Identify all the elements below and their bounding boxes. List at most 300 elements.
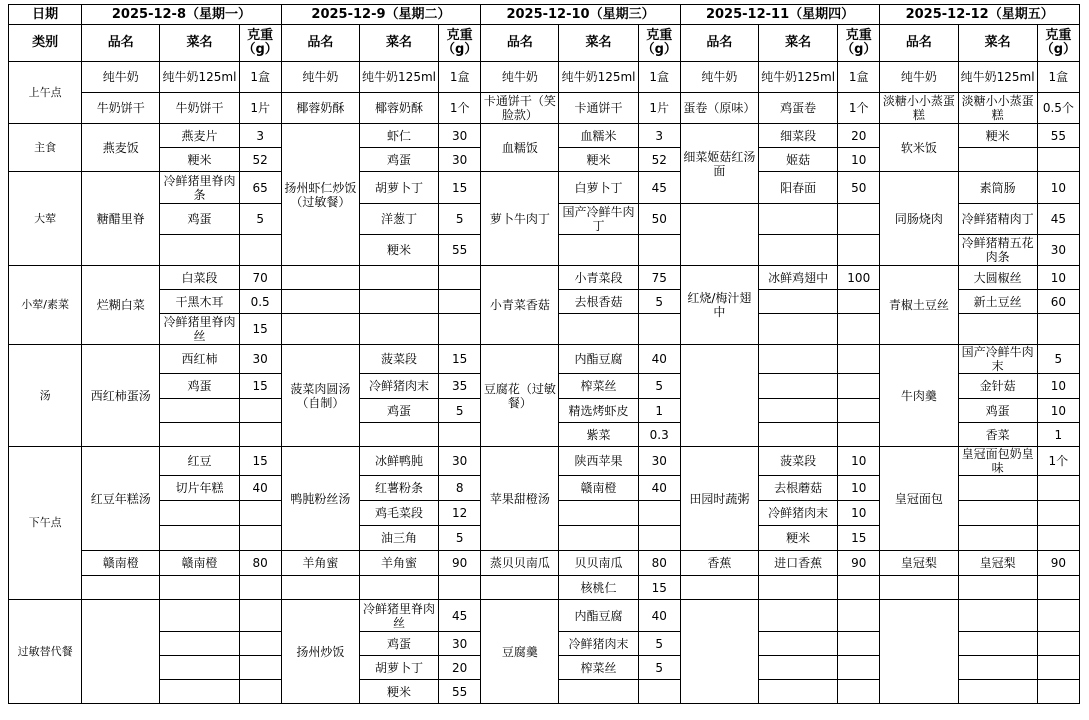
dish-name: 胡萝卜丁 xyxy=(359,656,438,680)
empty-cell xyxy=(239,656,281,680)
item-name: 红豆年糕汤 xyxy=(82,447,160,551)
weight: 75 xyxy=(638,266,680,290)
empty-cell xyxy=(958,600,1037,632)
dish-name: 冷鲜猪精五花肉条 xyxy=(958,235,1037,266)
empty-cell xyxy=(239,680,281,704)
dish-name: 赣南橙 xyxy=(160,551,239,576)
weight: 70 xyxy=(239,266,281,290)
weight: 15 xyxy=(239,447,281,476)
weight: 10 xyxy=(1037,266,1079,290)
empty-cell xyxy=(559,501,638,526)
dish-name: 卡通饼干 xyxy=(559,93,638,124)
item-name: 皇冠面包 xyxy=(880,447,958,551)
empty-cell xyxy=(758,600,837,632)
dish-name: 鸡蛋卷 xyxy=(758,93,837,124)
dish-name: 虾仁 xyxy=(359,124,438,148)
empty-cell xyxy=(160,423,239,447)
dish-name: 皇冠面包奶皇味 xyxy=(958,447,1037,476)
dish-name: 粳米 xyxy=(958,124,1037,148)
empty-cell xyxy=(838,423,880,447)
weight: 15 xyxy=(638,576,680,600)
dish-name: 鸡蛋 xyxy=(359,399,438,423)
dish-name: 粳米 xyxy=(758,526,837,551)
weight: 52 xyxy=(638,148,680,172)
dish-name: 洋葱丁 xyxy=(359,204,438,235)
empty-cell xyxy=(838,314,880,345)
weight: 1片 xyxy=(239,93,281,124)
empty-cell xyxy=(1037,680,1079,704)
empty-cell xyxy=(758,576,837,600)
col-dish-header: 菜名 xyxy=(758,25,837,62)
empty-cell xyxy=(160,235,239,266)
empty-cell xyxy=(758,399,837,423)
item-name: 淡糖小小蒸蛋糕 xyxy=(880,93,958,124)
weight: 15 xyxy=(838,526,880,551)
weight: 50 xyxy=(638,204,680,235)
item-name: 细菜姬菇红汤面 xyxy=(680,124,758,204)
weight: 20 xyxy=(439,656,481,680)
weight: 12 xyxy=(439,501,481,526)
weight: 10 xyxy=(1037,374,1079,399)
empty-cell xyxy=(1037,600,1079,632)
col-item-header: 品名 xyxy=(481,25,559,62)
item-name: 萝卜牛肉丁 xyxy=(481,172,559,266)
category-staple: 主食 xyxy=(9,124,82,172)
item-name: 烂糊白菜 xyxy=(82,266,160,345)
dish-name: 白菜段 xyxy=(160,266,239,290)
col-item-header: 品名 xyxy=(82,25,160,62)
dish-name: 去根蘑菇 xyxy=(758,476,837,501)
empty-cell xyxy=(838,374,880,399)
item-name: 豆腐羹 xyxy=(481,600,559,704)
weight: 1 xyxy=(638,399,680,423)
col-weight-header: 克重（g） xyxy=(439,25,481,62)
dish-name: 纯牛奶125ml xyxy=(559,62,638,93)
dish-name: 去根香菇 xyxy=(559,290,638,314)
empty-cell xyxy=(638,314,680,345)
dish-name: 陕西苹果 xyxy=(559,447,638,476)
dish-name: 皇冠梨 xyxy=(958,551,1037,576)
weight: 3 xyxy=(239,124,281,148)
empty-cell xyxy=(160,399,239,423)
category-label: 类别 xyxy=(9,25,82,62)
item-name: 田园时蔬粥 xyxy=(680,447,758,551)
item-name: 糖醋里脊 xyxy=(82,172,160,266)
dish-name: 精选烤虾皮 xyxy=(559,399,638,423)
weight: 5 xyxy=(638,374,680,399)
empty-cell xyxy=(160,526,239,551)
dish-name: 细菜段 xyxy=(758,124,837,148)
dish-name: 榨菜丝 xyxy=(559,656,638,680)
weight: 30 xyxy=(439,632,481,656)
dish-name: 粳米 xyxy=(559,148,638,172)
weight: 45 xyxy=(439,600,481,632)
weight: 20 xyxy=(838,124,880,148)
item-name: 香蕉 xyxy=(680,551,758,576)
col-item-header: 品名 xyxy=(880,25,958,62)
weight: 45 xyxy=(638,172,680,204)
weekly-menu-table xyxy=(8,4,1080,704)
weight: 30 xyxy=(638,447,680,476)
col-weight-header: 克重（g） xyxy=(638,25,680,62)
day-header-thu: 2025-12-11（星期四） xyxy=(680,5,880,25)
weight: 10 xyxy=(838,447,880,476)
weight: 1个 xyxy=(838,93,880,124)
empty-cell xyxy=(359,314,438,345)
weight: 1盒 xyxy=(239,62,281,93)
empty-cell xyxy=(838,656,880,680)
weight: 10 xyxy=(838,148,880,172)
empty-cell xyxy=(680,204,758,266)
col-dish-header: 菜名 xyxy=(958,25,1037,62)
empty-cell xyxy=(958,576,1037,600)
dish-name: 胡萝卜丁 xyxy=(359,172,438,204)
dish-name: 紫菜 xyxy=(559,423,638,447)
empty-cell xyxy=(160,501,239,526)
empty-cell xyxy=(1037,501,1079,526)
dish-name: 冰鲜鸭肫 xyxy=(359,447,438,476)
dish-name: 纯牛奶125ml xyxy=(160,62,239,93)
dish-name: 纯牛奶125ml xyxy=(359,62,438,93)
dish-name: 燕麦片 xyxy=(160,124,239,148)
dish-name: 国产冷鲜牛肉末 xyxy=(958,345,1037,374)
empty-cell xyxy=(958,148,1037,172)
weight: 100 xyxy=(838,266,880,290)
dish-name: 红薯粉条 xyxy=(359,476,438,501)
item-name: 纯牛奶 xyxy=(481,62,559,93)
dish-name: 小青菜段 xyxy=(559,266,638,290)
col-item-header: 品名 xyxy=(281,25,359,62)
item-name: 苹果甜橙汤 xyxy=(481,447,559,551)
item-name: 燕麦饭 xyxy=(82,124,160,172)
dish-name: 羊角蜜 xyxy=(359,551,438,576)
empty-cell xyxy=(359,290,438,314)
weight: 10 xyxy=(838,476,880,501)
weight: 5 xyxy=(439,204,481,235)
dish-name: 鸡蛋 xyxy=(359,148,438,172)
empty-cell xyxy=(281,576,359,600)
dish-name: 油三角 xyxy=(359,526,438,551)
empty-cell xyxy=(958,501,1037,526)
empty-cell xyxy=(281,314,359,345)
empty-cell xyxy=(1037,576,1079,600)
dish-name: 大圆椒丝 xyxy=(958,266,1037,290)
item-name: 椰蓉奶酥 xyxy=(281,93,359,124)
dish-name: 内酯豆腐 xyxy=(559,600,638,632)
dish-name: 鸡蛋 xyxy=(958,399,1037,423)
dish-name: 金针菇 xyxy=(958,374,1037,399)
weight: 5 xyxy=(638,656,680,680)
weight: 55 xyxy=(1037,124,1079,148)
item-name: 血糯饭 xyxy=(481,124,559,172)
dish-name: 鸡蛋 xyxy=(160,204,239,235)
weight: 50 xyxy=(838,172,880,204)
weight: 0.3 xyxy=(638,423,680,447)
weight: 5 xyxy=(1037,345,1079,374)
dish-name: 椰蓉奶酥 xyxy=(359,93,438,124)
dish-name: 西红柿 xyxy=(160,345,239,374)
empty-cell xyxy=(758,680,837,704)
empty-cell xyxy=(758,204,837,235)
weight: 0.5 xyxy=(239,290,281,314)
empty-cell xyxy=(559,314,638,345)
empty-cell xyxy=(758,235,837,266)
weight: 30 xyxy=(1037,235,1079,266)
weight: 5 xyxy=(439,526,481,551)
dish-name: 贝贝南瓜 xyxy=(559,551,638,576)
empty-cell xyxy=(958,314,1037,345)
weight: 10 xyxy=(1037,399,1079,423)
item-name: 红烧/梅汁翅中 xyxy=(680,266,758,345)
dish-name: 冷鲜猪里脊肉条 xyxy=(160,172,239,204)
dish-name: 国产冷鲜牛肉丁 xyxy=(559,204,638,235)
empty-cell xyxy=(958,476,1037,501)
empty-cell xyxy=(559,235,638,266)
weight: 5 xyxy=(439,399,481,423)
empty-cell xyxy=(838,345,880,374)
col-dish-header: 菜名 xyxy=(359,25,438,62)
weight: 90 xyxy=(838,551,880,576)
col-weight-header: 克重（g） xyxy=(838,25,880,62)
empty-cell xyxy=(638,526,680,551)
empty-cell xyxy=(160,576,239,600)
empty-cell xyxy=(160,600,239,632)
dish-name: 淡糖小小蒸蛋糕 xyxy=(958,93,1037,124)
dish-name: 鸡蛋 xyxy=(160,374,239,399)
col-dish-header: 菜名 xyxy=(559,25,638,62)
empty-cell xyxy=(680,345,758,447)
item-name: 纯牛奶 xyxy=(680,62,758,93)
empty-cell xyxy=(1037,526,1079,551)
empty-cell xyxy=(958,526,1037,551)
item-name: 纯牛奶 xyxy=(880,62,958,93)
empty-cell xyxy=(758,656,837,680)
empty-cell xyxy=(281,290,359,314)
weight: 10 xyxy=(1037,172,1079,204)
weight: 90 xyxy=(1037,551,1079,576)
item-name: 豆腐花（过敏餐） xyxy=(481,345,559,447)
dish-name: 粳米 xyxy=(359,680,438,704)
weight: 80 xyxy=(239,551,281,576)
weight: 1个 xyxy=(439,93,481,124)
weight: 1个 xyxy=(1037,447,1079,476)
item-name: 西红柿蛋汤 xyxy=(82,345,160,447)
item-name: 纯牛奶 xyxy=(82,62,160,93)
empty-cell xyxy=(958,656,1037,680)
day-header-mon: 2025-12-8（星期一） xyxy=(82,5,282,25)
dish-name: 切片年糕 xyxy=(160,476,239,501)
empty-cell xyxy=(359,423,438,447)
empty-cell xyxy=(838,290,880,314)
weight: 0.5个 xyxy=(1037,93,1079,124)
weight: 1 xyxy=(1037,423,1079,447)
weight: 30 xyxy=(239,345,281,374)
empty-cell xyxy=(758,290,837,314)
dish-name: 粳米 xyxy=(359,235,438,266)
weight: 15 xyxy=(239,374,281,399)
dish-name: 鸡毛菜段 xyxy=(359,501,438,526)
weight: 55 xyxy=(439,680,481,704)
weight: 40 xyxy=(638,600,680,632)
item-name: 牛肉羹 xyxy=(880,345,958,447)
empty-cell xyxy=(239,423,281,447)
dish-name: 素筒肠 xyxy=(958,172,1037,204)
dish-name: 牛奶饼干 xyxy=(160,93,239,124)
weight: 15 xyxy=(439,345,481,374)
empty-cell xyxy=(1037,656,1079,680)
col-item-header: 品名 xyxy=(680,25,758,62)
weight: 8 xyxy=(439,476,481,501)
dish-name: 冷鲜猪肉末 xyxy=(758,501,837,526)
weight: 15 xyxy=(239,314,281,345)
dish-name: 冷鲜猪精肉丁 xyxy=(958,204,1037,235)
empty-cell xyxy=(680,600,758,704)
empty-cell xyxy=(559,680,638,704)
empty-cell xyxy=(239,399,281,423)
empty-cell xyxy=(439,576,481,600)
empty-cell xyxy=(958,680,1037,704)
day-header-wed: 2025-12-10（星期三） xyxy=(481,5,681,25)
dish-name: 核桃仁 xyxy=(559,576,638,600)
dish-name: 冷鲜猪肉末 xyxy=(359,374,438,399)
item-name: 蒸贝贝南瓜 xyxy=(481,551,559,576)
category-veg: 小荤/素菜 xyxy=(9,266,82,345)
empty-cell xyxy=(758,345,837,374)
dish-name: 白萝卜丁 xyxy=(559,172,638,204)
weight: 1盒 xyxy=(838,62,880,93)
day-header-tue: 2025-12-9（星期二） xyxy=(281,5,481,25)
dish-name: 榨菜丝 xyxy=(559,374,638,399)
empty-cell xyxy=(638,501,680,526)
dish-name: 菠菜段 xyxy=(758,447,837,476)
empty-cell xyxy=(239,235,281,266)
item-name: 纯牛奶 xyxy=(281,62,359,93)
weight: 60 xyxy=(1037,290,1079,314)
empty-cell xyxy=(281,266,359,290)
category-soup: 汤 xyxy=(9,345,82,447)
empty-cell xyxy=(838,600,880,632)
weight: 1盒 xyxy=(638,62,680,93)
dish-name: 赣南橙 xyxy=(559,476,638,501)
item-name: 鸭肫粉丝汤 xyxy=(281,447,359,551)
empty-cell xyxy=(239,576,281,600)
weight: 3 xyxy=(638,124,680,148)
dish-name: 粳米 xyxy=(160,148,239,172)
empty-cell xyxy=(559,526,638,551)
empty-cell xyxy=(82,600,160,704)
weight: 40 xyxy=(239,476,281,501)
item-name: 牛奶饼干 xyxy=(82,93,160,124)
weight: 90 xyxy=(439,551,481,576)
empty-cell xyxy=(160,632,239,656)
item-name: 同肠烧肉 xyxy=(880,172,958,266)
empty-cell xyxy=(439,423,481,447)
dish-name: 冷鲜猪里脊肉丝 xyxy=(160,314,239,345)
weight: 55 xyxy=(439,235,481,266)
dish-name: 冰鲜鸡翅中 xyxy=(758,266,837,290)
dish-name: 纯牛奶125ml xyxy=(958,62,1037,93)
weight: 30 xyxy=(439,124,481,148)
dish-name: 香菜 xyxy=(958,423,1037,447)
empty-cell xyxy=(680,576,758,600)
weight: 40 xyxy=(638,476,680,501)
weight: 1片 xyxy=(638,93,680,124)
col-weight-header: 克重（g） xyxy=(1037,25,1079,62)
empty-cell xyxy=(758,423,837,447)
weight: 10 xyxy=(838,501,880,526)
empty-cell xyxy=(1037,148,1079,172)
empty-cell xyxy=(439,290,481,314)
empty-cell xyxy=(638,680,680,704)
dish-name: 进口香蕉 xyxy=(758,551,837,576)
weight: 65 xyxy=(239,172,281,204)
dish-name: 冷鲜猪里脊肉丝 xyxy=(359,600,438,632)
weight: 5 xyxy=(638,290,680,314)
item-name: 青椒土豆丝 xyxy=(880,266,958,345)
empty-cell xyxy=(758,632,837,656)
item-name: 软米饭 xyxy=(880,124,958,172)
dish-name: 新土豆丝 xyxy=(958,290,1037,314)
category-meat: 大荤 xyxy=(9,172,82,266)
weight: 35 xyxy=(439,374,481,399)
dish-name: 鸡蛋 xyxy=(359,632,438,656)
empty-cell xyxy=(160,656,239,680)
weight: 5 xyxy=(239,204,281,235)
empty-cell xyxy=(1037,476,1079,501)
empty-cell xyxy=(239,600,281,632)
empty-cell xyxy=(359,266,438,290)
dish-name: 红豆 xyxy=(160,447,239,476)
empty-cell xyxy=(1037,632,1079,656)
empty-cell xyxy=(838,204,880,235)
dish-name: 内酯豆腐 xyxy=(559,345,638,374)
dish-name: 干黑木耳 xyxy=(160,290,239,314)
col-dish-header: 菜名 xyxy=(160,25,239,62)
weight: 30 xyxy=(439,447,481,476)
item-name: 卡通饼干（笑脸款） xyxy=(481,93,559,124)
day-header-fri: 2025-12-12（星期五） xyxy=(880,5,1080,25)
item-name: 羊角蜜 xyxy=(281,551,359,576)
empty-cell xyxy=(359,576,438,600)
empty-cell xyxy=(638,235,680,266)
empty-cell xyxy=(239,632,281,656)
weight: 5 xyxy=(638,632,680,656)
item-name: 小青菜香菇 xyxy=(481,266,559,345)
empty-cell xyxy=(160,680,239,704)
empty-cell xyxy=(239,501,281,526)
empty-cell xyxy=(880,576,958,600)
weight: 30 xyxy=(439,148,481,172)
empty-cell xyxy=(838,680,880,704)
empty-cell xyxy=(1037,314,1079,345)
item-name: 菠菜肉圆汤（自制） xyxy=(281,345,359,447)
dish-name: 纯牛奶125ml xyxy=(758,62,837,93)
category-allergy: 过敏替代餐 xyxy=(9,600,82,704)
empty-cell xyxy=(880,600,958,704)
dish-name: 菠菜段 xyxy=(359,345,438,374)
dish-name: 阳春面 xyxy=(758,172,837,204)
category-afternoon: 下午点 xyxy=(9,447,82,600)
empty-cell xyxy=(838,235,880,266)
item-name: 扬州炒饭 xyxy=(281,600,359,704)
item-name: 扬州虾仁炒饭（过敏餐） xyxy=(281,124,359,266)
empty-cell xyxy=(838,632,880,656)
dish-name: 姬菇 xyxy=(758,148,837,172)
empty-cell xyxy=(439,266,481,290)
col-weight-header: 克重（g） xyxy=(239,25,281,62)
empty-cell xyxy=(958,632,1037,656)
empty-cell xyxy=(838,399,880,423)
